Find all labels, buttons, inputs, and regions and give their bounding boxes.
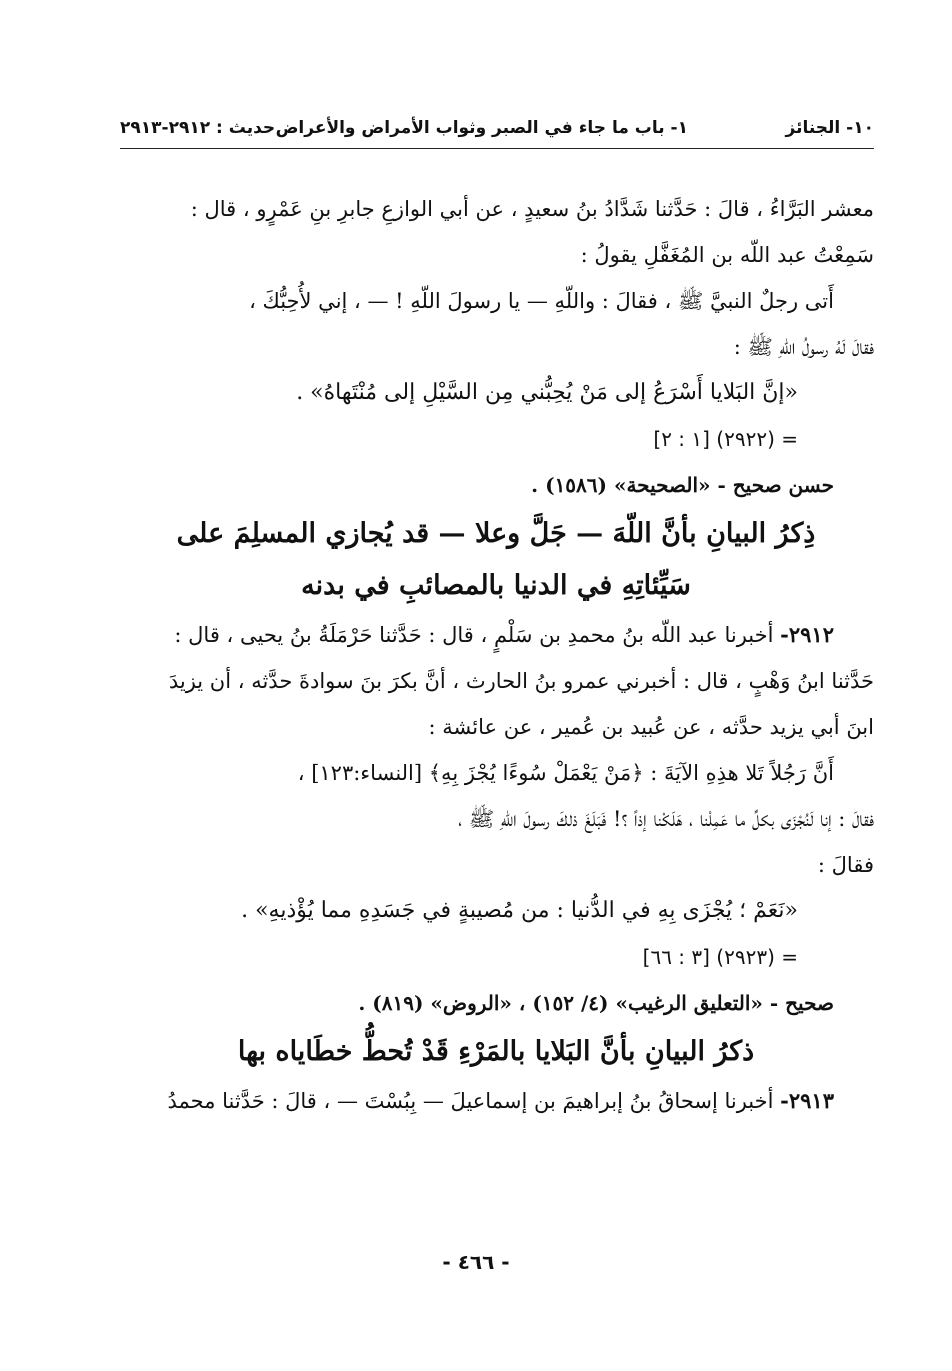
section-heading: ذِكرُ البيانِ بأنَّ اللّهَ — جَلَّ وعلا — قد يُجازي المسلِمَ على سَيِّئاتِهِ في الدنيا بالمصائبِ في بدنه — [176, 518, 816, 601]
header-hadith-range: حديث : ٢٩١٢-٢٩١٣ — [120, 118, 276, 138]
text-line: حَدَّثنا ابنُ وَهْبٍ ، قال : أخبرني عمرو بنُ الحارث ، أنَّ بكرَ بنَ سوادةَ حدَّثه ، أن يزيدَ — [168, 669, 874, 693]
hadith-isnad — [118, 612, 874, 658]
text-line: أخبرنا عبد اللّه بنُ محمدِ بن سَلْمٍ ، قال : حَدَّثنا حَرْمَلَةُ بنُ يحيى ، قال : — [174, 623, 774, 647]
text-line: معشر البَرَّاءُ ، قالَ : حَدَّثنا شَدَّادُ بنُ سعيدٍ ، عن أبي الوازعِ جابرِ بنِ عَمْرٍو ، قال : — [190, 197, 874, 221]
section-heading: ذكرُ البيانِ بأنَّ البَلايا بالمَرْءِ قَدْ تُحطُّ خطَاياه بها — [237, 1036, 755, 1067]
hadith-grade: صحيح - «التعليق الرغيب» (٤/ ١٥٢) ، «الروض» (٨١٩) . — [358, 991, 834, 1015]
hadith-text: أَنَّ رَجُلاً تَلا هذِهِ الآيَةَ : ﴿مَنْ يَعْمَلْ سُوءًا يُجْزَ بِهِ﴾ [النساء:١٢٣] ، — [297, 761, 834, 785]
page-body — [118, 186, 874, 1124]
running-header — [120, 112, 874, 148]
header-section: ١- باب ما جاء في الصبر وثواب الأمراض والأعراض — [275, 118, 688, 138]
text-line: سَمِعْتُ عبد اللّه بن المُغَفَّلِ يقولُ : — [580, 243, 874, 267]
hadith-number: ٢٩١٢- — [780, 622, 834, 647]
hadith-quote: «إنَّ البَلايا أَسْرَعُ إلى مَنْ يُحِبُّني مِن السَّيْلِ إلى مُنْتَهاهُ» . — [296, 380, 798, 405]
text-line: ابنَ أبي يزيد حدَّثه ، عن عُبيد بن عُمير ، عن عائشة : — [428, 715, 874, 739]
text-line: أخبرنا إسحاقُ بنُ إبراهيمَ بن إسماعيلَ — بِبُسْتَ — ، قالَ : حَدَّثنا محمدُ — [167, 1089, 774, 1113]
cross-reference: = (٢٩٢٣) [٣ : ٦٦] — [642, 945, 798, 969]
header-rule — [120, 148, 874, 149]
hadith-quote: «نَعَمْ ؛ يُجْزَى بِهِ في الدُّنيا : من مُصيبةٍ في جَسَدِهِ مما يُؤْذيهِ» . — [241, 898, 798, 923]
header-chapter: ١٠- الجنائز — [785, 118, 874, 138]
hadith-grade: حسن صحيح - «الصحيحة» (١٥٨٦) . — [531, 473, 834, 497]
hadith-isnad — [118, 1078, 874, 1124]
hadith-number: ٢٩١٣- — [780, 1088, 834, 1113]
cross-reference: = (٢٩٢٢) [١ : ٢] — [653, 427, 798, 451]
hadith-text: أَتى رجلٌ النبيَّ ﷺ ، فقالَ : واللّهِ — يا رسولَ اللّهِ ! — ، إني لأُحِبُّكَ ، — [249, 289, 834, 313]
hadith-text: فقالَ : إنا لَنُجْزَى بكلِّ ما عَمِلْنا ، هَلَكْنا إذاً ؟! فَبَلَغَ ذلكَ رسولَ اللّهِ ﷺ ، — [458, 807, 874, 831]
hadith-text: فقالَ لَهُ رسولُ اللّهِ ﷺ : — [733, 335, 874, 359]
hadith-text: فقالَ : — [817, 853, 874, 877]
page-number: - ٤٦٦ - — [442, 1250, 510, 1274]
